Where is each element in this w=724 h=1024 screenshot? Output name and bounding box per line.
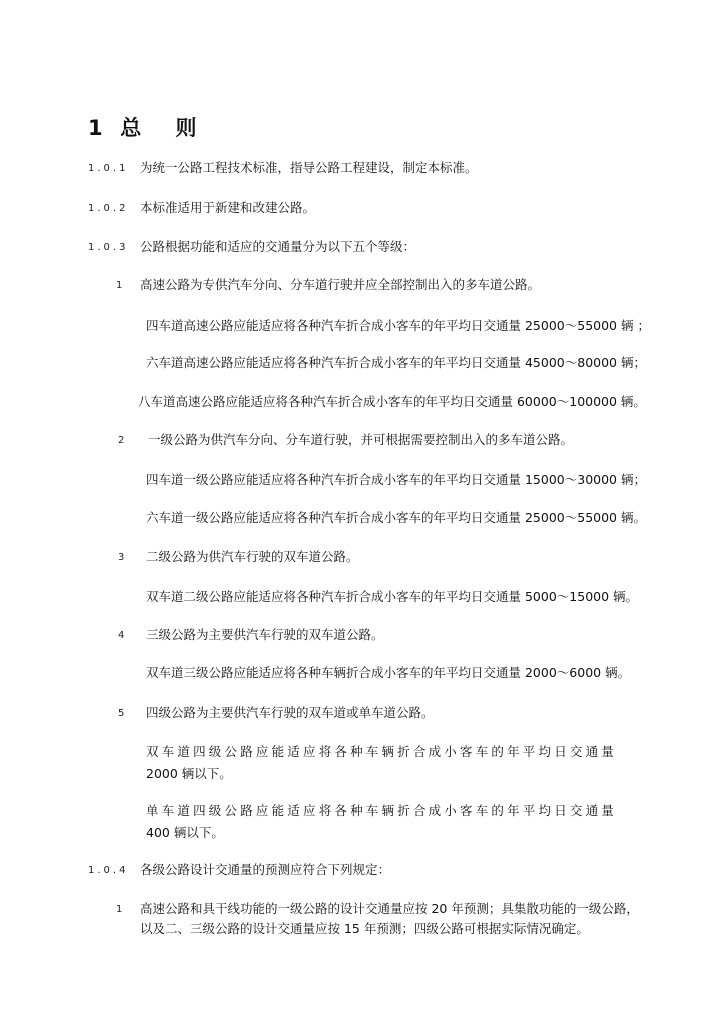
item-text: 三级公路为主要供汽车行驶的双车道公路。 — [146, 627, 384, 642]
sub-item-text: 双车道二级公路应能适应将各种汽车折合成小客车的年平均日交通量 5000～15000 辆。 — [146, 589, 639, 604]
item-text: 以及二、三级公路的设计交通量应按 15 年预测；四级公路可根据实际情况确定。 — [140, 921, 589, 936]
clause-number: 1.0.2 — [88, 203, 129, 214]
item-number: 3 — [118, 552, 128, 563]
sub-item-text: 六车道一级公路应能适应将各种汽车折合成小客车的年平均日交通量 25000～55000 辆。 — [146, 510, 646, 525]
clause-number: 1.0.4 — [88, 865, 129, 876]
clause-number: 1.0.1 — [88, 163, 129, 174]
sub-item-text: 八车道高速公路应能适应将各种汽车折合成小客车的年平均日交通量 60000～100000 辆。 — [138, 394, 646, 409]
sub-item-text: 双车道三级公路应能适应将各种车辆折合成小客车的年平均日交通量 2000～6000 辆。 — [146, 665, 631, 680]
clause-text: 本标准适用于新建和改建公路。 — [140, 200, 316, 215]
sub-item-paragraph — [146, 800, 642, 822]
chapter-heading: 1 总 则 — [88, 116, 198, 140]
sub-item-text: 2000 辆以下。 — [146, 766, 232, 781]
item-text: 一级公路为供汽车分向、分车道行驶，并可根据需要控制出入的多车道公路。 — [148, 432, 574, 447]
sub-item-text: 四车道一级公路应能适应将各种汽车折合成小客车的年平均日交通量 15000～30000 辆； — [146, 472, 646, 487]
sub-item-text: 四车道高速公路应能适应将各种汽车折合成小客车的年平均日交通量 25000～55000 辆 ； — [146, 318, 650, 333]
item-text: 高速公路为专供汽车分向、分车道行驶并应全部控制出入的多车道公路。 — [140, 277, 541, 292]
clause-text: 公路根据功能和适应的交通量分为以下五个等级： — [140, 239, 416, 254]
item-text: 二级公路为供汽车行驶的双车道公路。 — [146, 549, 359, 564]
item-text: 高速公路和具干线功能的一级公路的设计交通量应按 20 年预测；具集散功能的一级公路， — [140, 901, 639, 916]
clause-number: 1.0.3 — [88, 242, 129, 253]
item-number: 1 — [116, 280, 126, 291]
sub-item-text: 六车道高速公路应能适应将各种汽车折合成小客车的年平均日交通量 45000～80000 辆； — [146, 355, 646, 370]
clause-text: 为统一公路工程技术标准，指导公路工程建设，制定本标准。 — [140, 160, 478, 175]
item-number: 2 — [118, 435, 128, 446]
sub-item-text: 单车道四级公路应能适应将各种车辆折合成小客车的年平均日交通量 — [146, 803, 618, 818]
item-text: 四级公路为主要供汽车行驶的双车道或单车道公路。 — [146, 705, 434, 720]
item-number: 5 — [118, 708, 128, 719]
item-number: 1 — [116, 904, 126, 915]
sub-item-paragraph — [146, 741, 642, 763]
clause-text: 各级公路设计交通量的预测应符合下列规定： — [140, 862, 391, 877]
sub-item-text: 双车道四级公路应能适应将各种车辆折合成小客车的年平均日交通量 — [146, 744, 618, 759]
sub-item-text: 400 辆以下。 — [146, 825, 224, 840]
item-number: 4 — [118, 630, 128, 641]
